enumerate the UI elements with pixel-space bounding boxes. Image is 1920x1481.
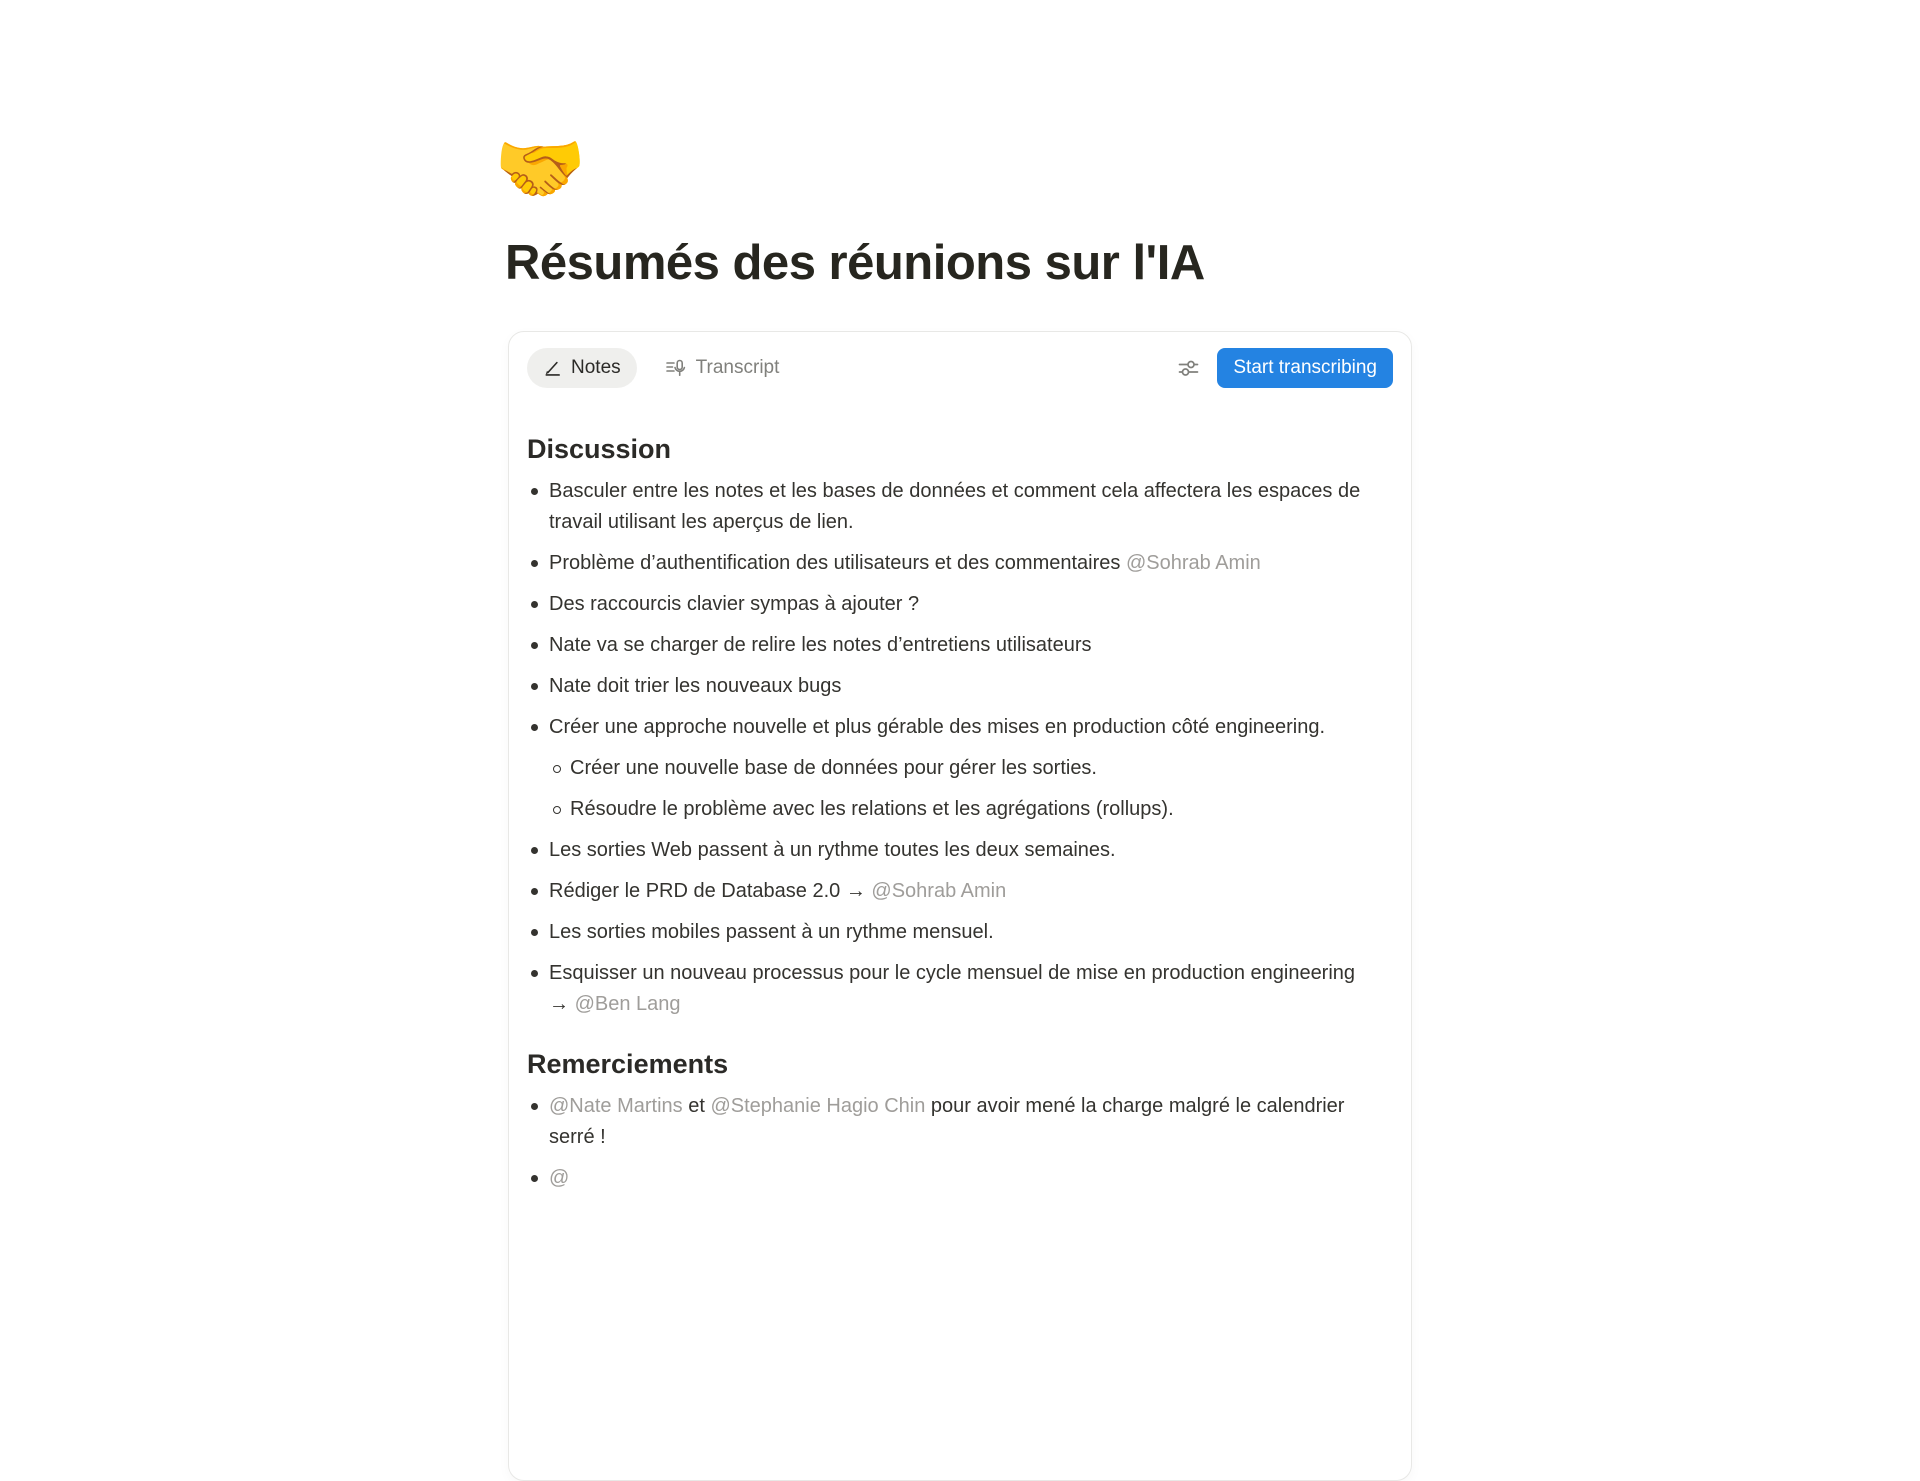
disc-bullet-marker xyxy=(531,488,538,495)
page-icon-emoji[interactable]: 🤝 xyxy=(494,127,587,210)
text-run: Résoudre le problème avec les relations et les agrégations (rollups). xyxy=(570,798,1174,820)
text-run: Nate doit trier les nouveaux bugs xyxy=(549,675,842,697)
bullet-list xyxy=(527,1091,1393,1194)
page-title[interactable]: Résumés des réunions sur l'IA xyxy=(505,236,1205,290)
user-mention[interactable]: @Ben Lang xyxy=(574,993,681,1015)
bullet-list xyxy=(527,476,1393,1020)
disc-bullet-marker xyxy=(531,601,538,608)
section-heading[interactable]: Discussion xyxy=(527,434,672,464)
text-run: et xyxy=(682,1095,711,1117)
list-item[interactable] xyxy=(527,1163,1367,1194)
disc-bullet-marker xyxy=(531,888,538,895)
list-item[interactable] xyxy=(527,630,1367,661)
section-heading[interactable]: Remerciements xyxy=(527,1049,729,1079)
disc-bullet-marker xyxy=(531,970,538,977)
disc-bullet-marker xyxy=(531,1103,538,1110)
tab-notes-label: Notes xyxy=(571,357,621,378)
notes-section xyxy=(527,1048,1393,1194)
user-mention[interactable]: @Sohrab Amin xyxy=(871,880,1007,902)
tab-transcript[interactable] xyxy=(649,348,796,388)
circle-bullet-marker xyxy=(553,765,561,773)
meeting-notes-card xyxy=(508,331,1412,1481)
text-run: Problème d’authentification des utilisateurs et des commentaires xyxy=(549,552,1126,574)
card-header xyxy=(509,332,1411,388)
disc-bullet-marker xyxy=(531,683,538,690)
text-run: pour avoir mené la charge malgré le calendrier serré ! xyxy=(549,1095,1345,1148)
text-run: Créer une nouvelle base de données pour gérer les sorties. xyxy=(570,757,1097,779)
list-item[interactable] xyxy=(527,548,1367,579)
text-run: Créer une approche nouvelle et plus gérable des mises en production côté engineering. xyxy=(549,716,1326,738)
text-run: Esquisser un nouveau processus pour le cycle mensuel de mise en production engineering → xyxy=(549,962,1356,1015)
list-item[interactable] xyxy=(548,794,1388,825)
nested-bullet-list xyxy=(527,753,1393,825)
notes-content xyxy=(509,433,1411,1194)
disc-bullet-marker xyxy=(531,724,538,731)
list-item[interactable] xyxy=(527,476,1367,538)
text-run: Les sorties mobiles passent à un rythme mensuel. xyxy=(549,921,994,943)
list-item[interactable] xyxy=(527,835,1367,866)
tab-transcript-label: Transcript xyxy=(695,357,780,378)
list-item[interactable] xyxy=(527,876,1367,907)
list-item[interactable] xyxy=(527,917,1367,948)
start-transcribing-button[interactable]: Start transcribing xyxy=(1217,348,1393,388)
user-mention[interactable]: @Nate Martins xyxy=(549,1095,683,1117)
text-run: Basculer entre les notes et les bases de données et comment cela affectera les espaces de travail utilisant les aperçus de lien. xyxy=(549,480,1361,533)
disc-bullet-marker xyxy=(531,1175,538,1182)
list-item[interactable] xyxy=(527,958,1367,1020)
header-right-controls xyxy=(1177,348,1393,388)
transcript-icon xyxy=(665,357,687,379)
user-mention[interactable]: @ xyxy=(549,1167,570,1189)
view-tabs xyxy=(527,348,795,388)
disc-bullet-marker xyxy=(531,560,538,567)
list-item[interactable] xyxy=(527,712,1367,743)
sliders-icon[interactable] xyxy=(1177,357,1200,380)
notes-section xyxy=(527,433,1393,1020)
list-item[interactable] xyxy=(527,671,1367,702)
user-mention[interactable]: @Stephanie Hagio Chin xyxy=(710,1095,926,1117)
text-run: Des raccourcis clavier sympas à ajouter ? xyxy=(549,593,920,615)
list-item[interactable] xyxy=(548,753,1388,784)
text-run: Rédiger le PRD de Database 2.0 → xyxy=(549,880,872,902)
disc-bullet-marker xyxy=(531,929,538,936)
text-run: Les sorties Web passent à un rythme toutes les deux semaines. xyxy=(549,839,1116,861)
list-item[interactable] xyxy=(527,589,1367,620)
tab-notes[interactable] xyxy=(527,348,637,388)
user-mention[interactable]: @Sohrab Amin xyxy=(1125,552,1261,574)
disc-bullet-marker xyxy=(531,642,538,649)
text-run: Nate va se charger de relire les notes d’entretiens utilisateurs xyxy=(549,634,1092,656)
disc-bullet-marker xyxy=(531,847,538,854)
circle-bullet-marker xyxy=(553,806,561,814)
pen-icon xyxy=(543,359,562,378)
list-item[interactable] xyxy=(527,1091,1367,1153)
